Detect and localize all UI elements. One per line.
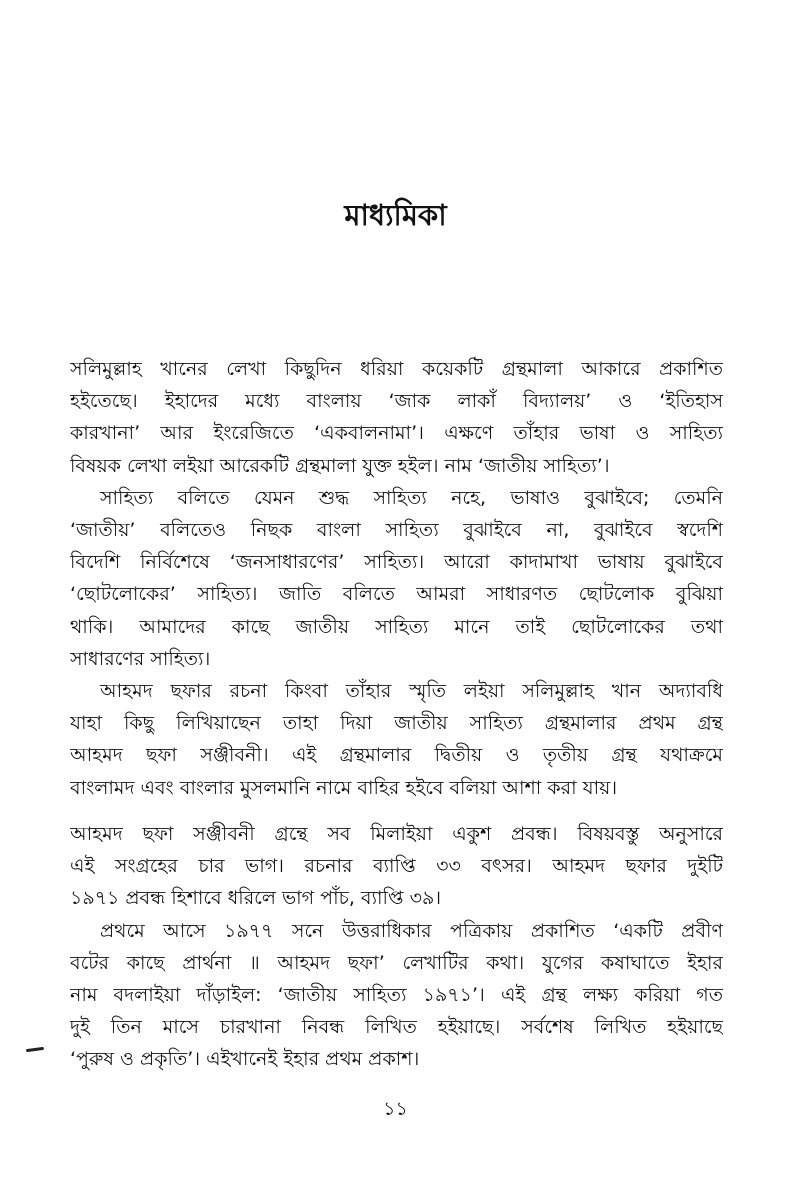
text-line: কারখানা’ আর ইংরেজিতে ‘একবালনামা’। এক্ষণে তাঁহার ভাষা ও সাহিত্য <box>70 422 723 445</box>
text-line: সাহিত্য বলিতে যেমন শুদ্ধ সাহিত্য নহে, ভাষাও বুঝাইবে; তেমনি <box>100 486 723 509</box>
text-line: আহমদ ছফার রচনা কিংবা তাঁহার স্মৃতি লইয়া সলিমুল্লাহ খান অদ্যাবধি <box>100 680 723 703</box>
text-line: দুই তিন মাসে চারখানা নিবন্ধ লিখিত হইয়াছে। সর্বশেষ লিখিত হইয়াছে <box>70 1016 723 1039</box>
text-line: ১৯৭১ প্রবন্ধ হিশাবে ধরিলে ভাগ পাঁচ, ব্যাপ্তি ৩৯। <box>70 887 442 910</box>
text-line: সলিমুল্লাহ খানের লেখা কিছুদিন ধরিয়া কয়েকটি গ্রন্থমালা আকারে প্রকাশিত <box>70 358 723 380</box>
text-line: আহমদ ছফা সঞ্জীবনী গ্রন্থে সব মিলাইয়া একুশ প্রবন্ধ। বিষয়বস্তু অনুসারে <box>70 823 723 845</box>
text-line: থাকি। আমাদের কাছে জাতীয় সাহিত্য মানে তাই ছোটলোকের তথা <box>70 615 723 638</box>
page-number: ১১ <box>383 1098 408 1120</box>
text-line: ‘ছোটলোকের’ সাহিত্য। জাতি বলিতে আমরা সাধারণত ছোটলোক বুঝিয়া <box>70 583 723 606</box>
text-line: আহমদ ছফা সঞ্জীবনী। এই গ্রন্থমালার দ্বিতীয় ও তৃতীয় গ্রন্থ যথাক্রমে <box>70 744 723 767</box>
paragraph-block-2 <box>70 818 723 1076</box>
text-line: নাম বদলাইয়া দাঁড়াইল: ‘জাতীয় সাহিত্য ১৯৭১’। এই গ্রন্থ লক্ষ্য করিয়া গত <box>70 984 723 1007</box>
text-line: বটের কাছে প্রার্থনা ॥ আহমদ ছফা’ লেখাটির কথা। যুগের কষাঘাতে ইহার <box>70 951 723 974</box>
text-line: প্রথমে আসে ১৯৭৭ সনে উত্তরাধিকার পত্রিকায় প্রকাশিত ‘একটি প্রবীণ <box>100 919 723 942</box>
text-line: বিষয়ক লেখা লইয়া আরেকটি গ্রন্থমালা যুক্ত হইল। নাম ‘জাতীয় সাহিত্য’। <box>70 454 610 477</box>
paragraph-block-1 <box>70 353 723 804</box>
text-line: যাহা কিছু লিখিয়াছেন তাহা দিয়া জাতীয় সাহিত্য গ্রন্থমালার প্রথম গ্রন্থ <box>70 712 723 735</box>
margin-mark <box>26 1047 44 1052</box>
text-line: বাংলামদ এবং বাংলার মুসলমানি নামে বাহির হইবে বলিয়া আশা করা যায়। <box>70 776 618 799</box>
text-line: হইতেছে। ইহাদের মধ্যে বাংলায় ‘জাক লাকাঁ বিদ্যালয়’ ও ‘ইতিহাস <box>70 390 723 413</box>
chapter-title: মাধ্যমিকা <box>344 198 447 232</box>
text-line: সাধারণের সাহিত্য। <box>70 647 211 670</box>
text-line: ‘পুরুষ ও প্রকৃতি’। এইখানেই ইহার প্রথম প্রকাশ। <box>70 1048 420 1071</box>
text-line: বিদেশি নির্বিশেষে ‘জনসাধারণের’ সাহিত্য। আরো কাদামাখা ভাষায় বুঝাইবে <box>70 551 723 574</box>
text-line: ‘জাতীয়’ বলিতেও নিছক বাংলা সাহিত্য বুঝাইবে না, বুঝাইবে স্বদেশি <box>70 519 723 542</box>
text-line: এই সংগ্রহের চার ভাগ। রচনার ব্যাপ্তি ৩৩ বৎসর। আহমদ ছফার দুইটি <box>70 855 723 878</box>
